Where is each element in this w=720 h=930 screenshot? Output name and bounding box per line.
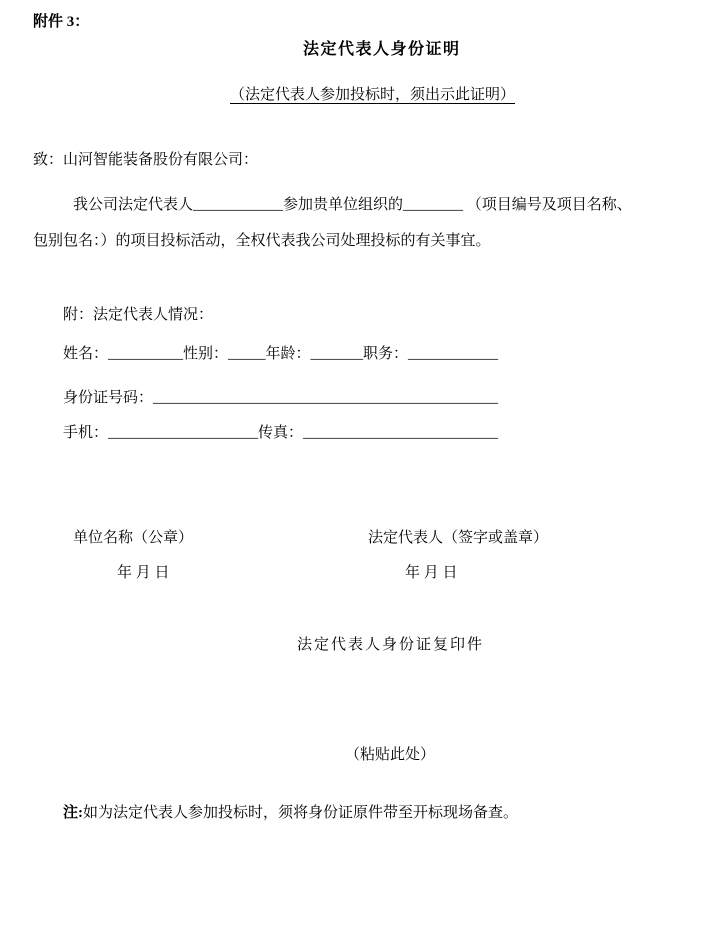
signature-right-label: 法定代表人（签字或盖章） <box>368 530 549 546</box>
document-subtitle: （法定代表人参加投标时，须出示此证明） <box>230 87 516 103</box>
addressee-line: 致：山河智能装备股份有限公司： <box>33 152 259 168</box>
field-row-id-number: 身份证号码：______________________________________________ <box>63 390 499 406</box>
signature-left-date: 年 月 日 <box>117 565 170 581</box>
id-copy-section-title: 法定代表人身份证复印件 <box>297 637 485 653</box>
attachment-section-heading: 附：法定代表人情况： <box>63 307 214 323</box>
signature-right-date: 年 月 日 <box>405 565 458 581</box>
body-paragraph-line-1: 我公司法定代表人____________参加贵单位组织的________ （项目编号及项目名称、 <box>73 197 632 213</box>
footer-note <box>63 801 518 822</box>
document-title: 法定代表人身份证明 <box>303 41 461 58</box>
footer-note-text: 如为法定代表人参加投标时，须将身份证原件带至开标现场备查。 <box>83 805 519 821</box>
field-row-name-gender-age-title: 姓名：__________性别：_____年龄：_______职务：____________ <box>63 346 499 362</box>
footer-note-prefix: 注: <box>63 805 83 821</box>
attachment-label: 附件 3： <box>33 14 90 30</box>
field-row-mobile-fax: 手机：____________________传真：__________________________ <box>63 425 499 441</box>
paste-here-placeholder: （粘贴此处） <box>345 747 436 763</box>
body-paragraph-line-2: 包别包名：）的项目投标活动，全权代表我公司处理投标的有关事宜。 <box>33 233 491 249</box>
signature-left-label: 单位名称（公章） <box>73 530 194 546</box>
